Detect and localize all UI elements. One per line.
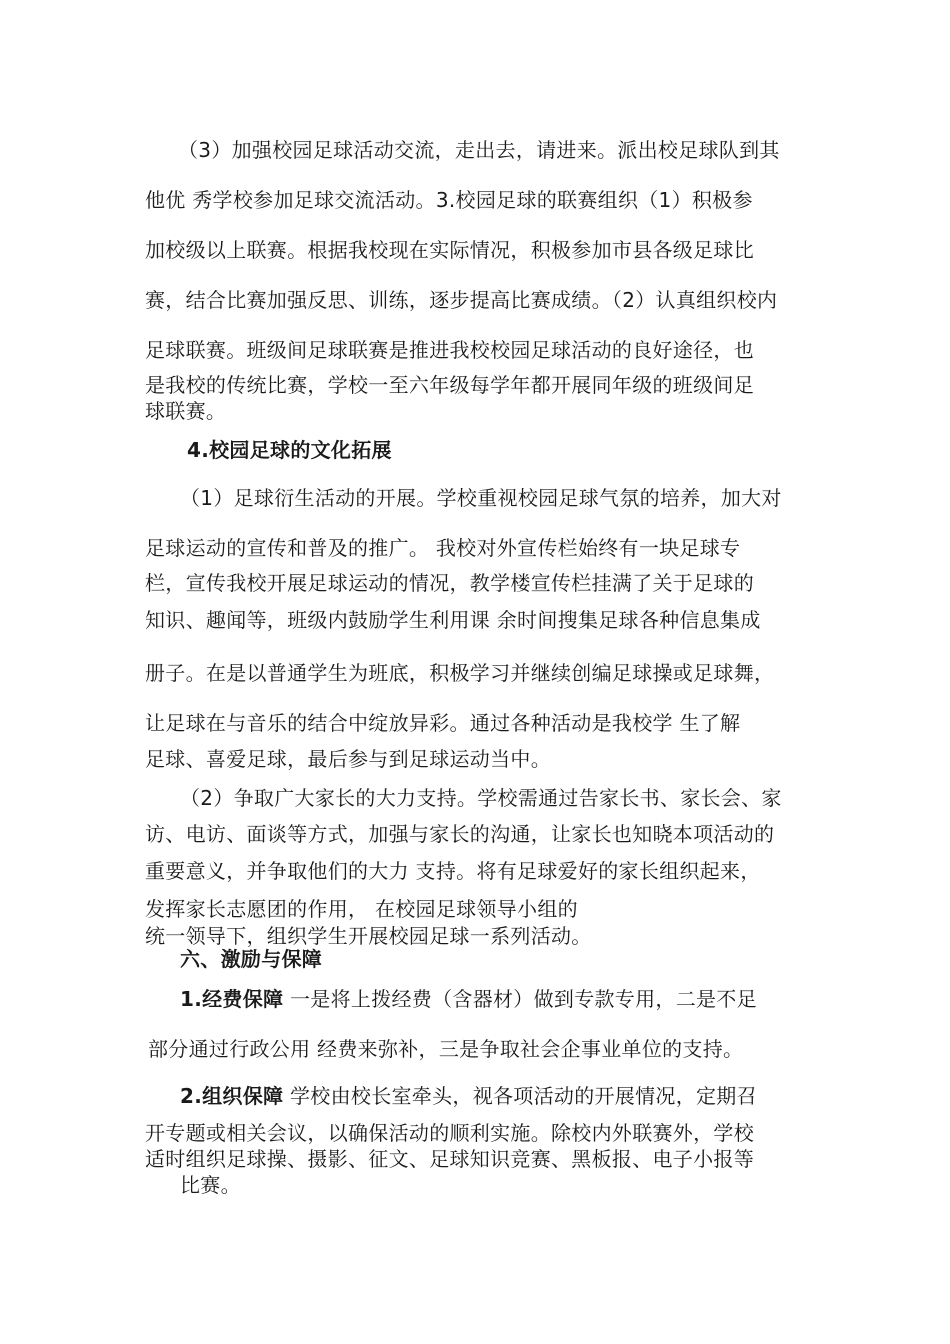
paragraph-line <box>180 986 757 1012</box>
text-line: 知识、趣闻等，班级内鼓励学生利用课 余时间搜集足球各种信息集成 <box>145 608 761 632</box>
text-line: 比赛。 <box>180 1173 241 1197</box>
text-line: 球联赛。 <box>145 399 227 423</box>
section-heading: 六、激励与保障 <box>180 947 323 971</box>
text-line: 一是将上拨经费（含器材）做到专款专用，二是不足 <box>290 987 757 1011</box>
text-line: 足球联赛。班级间足球联赛是推进我校校园足球活动的良好途径，也 <box>145 338 754 362</box>
text-line: 是我校的传统比赛，学校一至六年级每学年都开展同年级的班级间足 <box>145 373 754 397</box>
text-line: 访、电访、面谈等方式，加强与家长的沟通，让家长也知晓本项活动的 <box>145 822 775 846</box>
text-line: 栏，宣传我校开展足球运动的情况，教学楼宣传栏挂满了关于足球的 <box>145 571 754 595</box>
text-line: 开专题或相关会议，以确保活动的顺利实施。除校内外联赛外，学校 <box>145 1121 754 1145</box>
text-line: 适时组织足球操、摄影、征文、足球知识竞赛、黑板报、电子小报等 <box>145 1147 754 1171</box>
text-line: （1）足球衍生活动的开展。学校重视校园足球气氛的培养，加大对 <box>180 486 782 510</box>
text-line: 足球运动的宣传和普及的推广。 我校对外宣传栏始终有一块足球专 <box>145 536 741 560</box>
subheading-organization: 2.组织保障 <box>180 1084 284 1108</box>
text-line: 重要意义，并争取他们的大力 支持。将有足球爱好的家长组织起来， <box>145 859 761 883</box>
text-line: （2）争取广大家长的大力支持。学校需通过告家长书、家长会、家 <box>180 786 782 810</box>
subheading-funding: 1.经费保障 <box>180 987 284 1011</box>
text-line: 发挥家长志愿团的作用， 在校园足球领导小组的 <box>145 897 578 921</box>
text-line: 统一领导下，组织学生开展校园足球一系列活动。 <box>145 924 592 948</box>
section-heading: 4.校园足球的文化拓展 <box>187 438 392 462</box>
text-line: 让足球在与音乐的结合中绽放异彩。通过各种活动是我校学 生了解 <box>145 711 741 735</box>
paragraph-line <box>180 1083 757 1109</box>
text-line: 册子。在是以普通学生为班底，积极学习并继续创编足球操或足球舞， <box>145 661 775 685</box>
text-line: 足球、喜爱足球，最后参与到足球运动当中。 <box>145 747 551 771</box>
text-line: 加校级以上联赛。根据我校现在实际情况，积极参加市县各级足球比 <box>145 238 754 262</box>
text-line: 他优 秀学校参加足球交流活动。3.校园足球的联赛组织（1）积极参 <box>145 188 753 212</box>
text-line: 赛，结合比赛加强反思、训练，逐步提高比赛成绩。（2）认真组织校内 <box>145 288 778 312</box>
text-line: 部分通过行政公用 经费来弥补，三是争取社会企事业单位的支持。 <box>148 1037 744 1061</box>
text-line: （3）加强校园足球活动交流，走出去，请进来。派出校足球队到其 <box>178 138 780 162</box>
text-line: 学校由校长室牵头，视各项活动的开展情况，定期召 <box>290 1084 757 1108</box>
